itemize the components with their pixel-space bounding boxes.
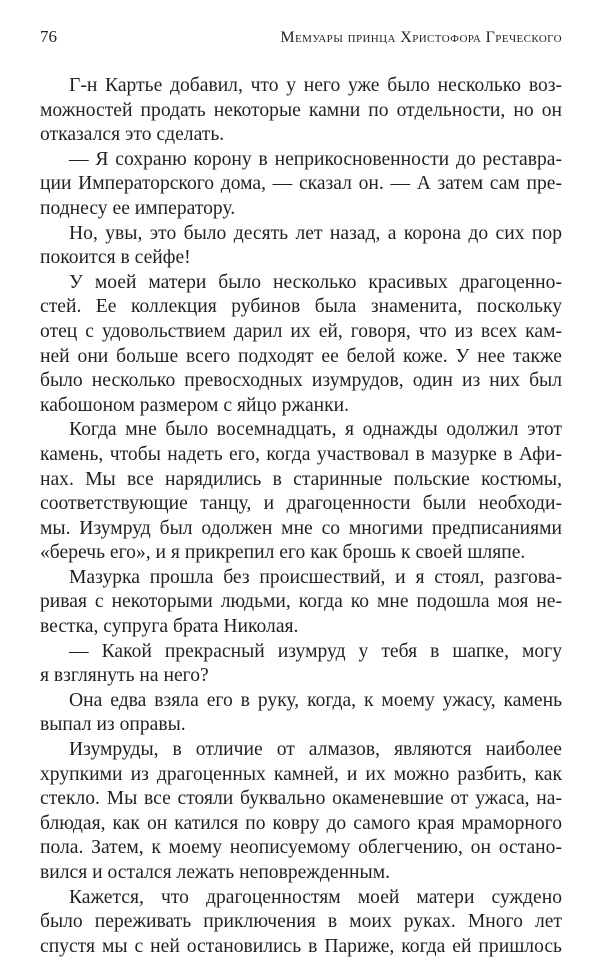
text-line: Мазурка прошла без происшествий, и я стоял, разгова- [69,566,562,588]
text-line: Кажется, что драгоценностям моей матери суждено [69,886,562,908]
text-line: было несколько превосходных изумрудов, один из них был [40,370,562,392]
text-line: было переживать приключения в моих руках. Много лет [40,911,562,933]
text-line: У моей матери было несколько красивых драгоценно- [69,271,562,293]
text-line: выпал из оправы. [40,714,186,736]
text-line: Изумруды, в отличие от алмазов, являются наиболее [69,739,562,761]
text-line: вестка, супруга брата Николая. [40,616,299,638]
text-line: ции Императорского дома, — сказал он. — А затем сам пре- [40,173,562,195]
text-line: «беречь его», и я прикрепил его как брошь к своей шляпе. [40,542,526,564]
text-line: соответствующие танцу, и драгоценности были необходи- [40,493,562,515]
text-line: отец с удовольствием дарил их ей, говоря, что из всех кам- [40,320,562,342]
text-line: стей. Ее коллекция рубинов была знаменита, поскольку [40,296,562,318]
text-line: спустя мы с ней остановились в Париже, когда ей пришлось [40,935,562,957]
text-line: — Я сохраню корону в неприкосновенности до реставра- [69,148,562,170]
text-line: Когда мне было восемнадцать, я однажды одолжил этот [69,419,562,441]
text-line: поднесу ее императору. [40,197,236,219]
text-line: — Какой прекрасный изумруд у тебя в шапке, могу [69,640,562,662]
text-line: кабошоном размером с яйцо ржанки. [40,394,350,416]
text-line: я взглянуть на него? [40,665,209,687]
text-line: мы. Изумруд был одолжен мне со многими предписаниями [40,517,562,539]
text-line: камень, чтобы надеть его, когда участвовал в мазурке в Афи- [40,443,562,465]
text-line: можностей продать некоторые камни по отдельности, но он [40,99,562,121]
running-title: Мемуары принца Христофора Греческого [280,29,562,46]
page-number: 76 [40,27,57,46]
text-line: отказался это сделать. [40,124,225,146]
text-line: Г-н Картье добавил, что у него уже было несколько воз- [69,75,562,96]
text-line: Но, увы, это было десять лет назад, а корона до сих пор [69,222,562,244]
page-header [40,27,562,49]
text-line: Она едва взяла его в руку, когда, к моему ужасу, камень [69,689,562,711]
text-line: ривая с некоторыми людьми, когда ко мне подошла моя не- [40,591,562,613]
text-line: стекло. Мы все стояли буквально окаменевшие от ужаса, на- [40,788,562,810]
text-line: пола. Затем, к моему неописуемому облегчению, он остано- [40,837,562,859]
text-line: блюдая, как он катился по ковру до самого края мраморного [40,812,562,834]
text-line: ней они больше всего подходят ее белой коже. У нее также [40,345,562,367]
text-line: хрупкими из драгоценных камней, и их можно разбить, как [40,763,562,785]
text-line: покоится в сейфе! [40,247,191,269]
body-text [40,74,562,959]
text-line: нах. Мы все нарядились в старинные польские костюмы, [40,468,562,490]
text-line: вился и остался лежать неповрежденным. [40,862,390,883]
